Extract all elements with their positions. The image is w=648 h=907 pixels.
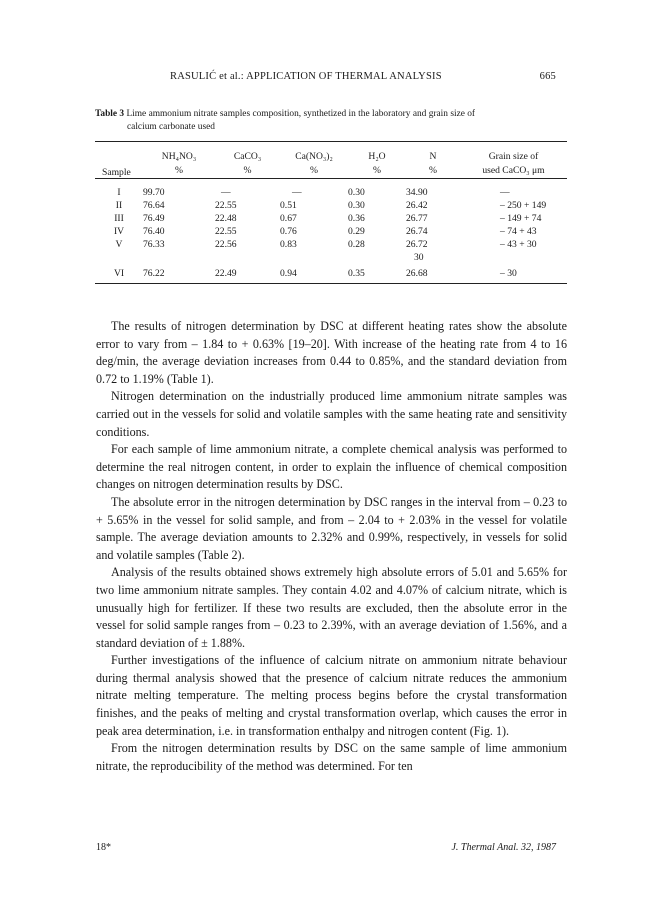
cell-grain	[460, 251, 567, 264]
header-cano3: Ca(NO₃)₂	[280, 142, 348, 163]
cell-caco3: 22.56	[215, 239, 237, 250]
paragraph: Analysis of the results obtained shows extremely high absolute errors of 5.01 and 5.65% for two lime ammonium nitrate samples. They contain 4.02 and 4.07% of calcium nitrate, which is unusually high for fertilizer. If these two results are excluded, then the absolute error in the vessel for solid sample ranges from – 0.23 to 2.39%, with an average deviation of 1.56%, and a standard deviation of ± 1.88%.	[96, 565, 567, 650]
unit-n: %	[406, 162, 460, 179]
cell-h2o: 0.28	[348, 239, 365, 250]
cell-n: 34.90	[406, 187, 428, 198]
cell-n: 26.72	[406, 239, 428, 250]
header-nh4no3: NH₄NO₃	[143, 142, 215, 163]
cell-caco3: 22.55	[215, 226, 237, 237]
cell-n: 26.42	[406, 200, 428, 211]
cell-sample: IV	[113, 226, 125, 237]
cell-grain: – 149 + 74	[500, 213, 542, 224]
cell-nh4no3: 76.64	[143, 200, 165, 211]
header-n: N	[406, 142, 460, 163]
caption-line-1: Lime ammonium nitrate samples composition, synthetized in the laboratory and grain size of	[126, 109, 476, 119]
unit-h2o: %	[348, 162, 406, 179]
cell-nh4no3: 76.33	[143, 239, 165, 250]
body-text	[96, 318, 567, 775]
header-grain	[460, 142, 567, 179]
page-number: 665	[539, 71, 556, 82]
cell-cano3: 0.76	[280, 226, 297, 237]
cell-sample: I	[117, 187, 121, 198]
cell-sample: VI	[95, 264, 143, 284]
cell-nh4no3	[143, 251, 215, 264]
cell-n: 26.77	[406, 213, 428, 224]
paragraph: Nitrogen determination on the industrially produced lime ammonium nitrate samples was carried out in the vessels for solid and volatile samples with the same heating rate and sensitivity conditions.	[96, 389, 567, 439]
cell-grain: – 30	[460, 264, 567, 284]
table-row	[95, 238, 567, 251]
header-grain-line-1: Grain size of	[488, 151, 539, 162]
cell-n: 26.68	[406, 264, 460, 284]
paragraph: The absolute error in the nitrogen determination by DSC ranges in the interval from – 0.23 to + 5.65% in the vessel for solid sample, and from – 2.04 to + 2.03% in the vessel for volatile sample. The average deviation amounts to 2.32% and 0.99%, respectively, in vessels for solid and volatile samples (Table 2).	[96, 494, 567, 562]
cell-cano3	[280, 251, 348, 264]
cell-cano3: —	[292, 187, 302, 198]
cell-cano3: 0.67	[280, 213, 297, 224]
table-label: Table 3	[95, 109, 125, 119]
cell-caco3	[215, 251, 280, 264]
cell-cano3: 0.83	[280, 239, 297, 250]
cell-caco3: 22.49	[215, 264, 280, 284]
cell-caco3: —	[221, 187, 231, 198]
table-row	[95, 212, 567, 225]
cell-grain: – 43 + 30	[500, 239, 537, 250]
header-grain-line-2: used CaCO₃ μm	[482, 165, 545, 176]
cell-sample: III	[114, 213, 124, 224]
cell-h2o: 0.30	[348, 187, 365, 198]
table-row	[95, 179, 567, 200]
cell-h2o: 0.35	[348, 264, 406, 284]
unit-caco3: %	[215, 162, 280, 179]
unit-nh4no3: %	[143, 162, 215, 179]
cell-nh4no3: 99.70	[143, 187, 165, 198]
paragraph: The results of nitrogen determination by DSC at different heating rates show the absolute error to vary from – 1.84 to + 0.63% [19–20]. With increase of the heating rate from 4 to 16 deg/min, the average deviation increases from 0.44 to 0.85%, and the standard deviation from 0.72 to 1.19% (Table 1).	[96, 319, 567, 386]
table-row	[95, 264, 567, 284]
cell-nh4no3: 76.22	[143, 264, 215, 284]
cell-h2o: 0.29	[348, 226, 365, 237]
cell-grain: —	[500, 187, 510, 198]
cell-caco3: 22.48	[215, 213, 237, 224]
cell-h2o: 0.36	[348, 213, 365, 224]
cell-caco3: 22.55	[215, 200, 237, 211]
cell-cano3: 0.94	[280, 264, 348, 284]
header-caco3: CaCO₃	[215, 142, 280, 163]
unit-cano3: %	[280, 162, 348, 179]
cell-nh4no3: 76.40	[143, 226, 165, 237]
cell-grain: – 250 + 149	[500, 200, 547, 211]
cell-h2o: 0.30	[348, 200, 365, 211]
cell-n: 26.74	[406, 226, 428, 237]
composition-table	[95, 141, 567, 284]
signature-mark: 18*	[96, 842, 111, 853]
cell-nh4no3: 76.49	[143, 213, 165, 224]
header-sample: Sample	[95, 142, 143, 179]
table-caption	[95, 108, 565, 134]
table-row	[95, 251, 567, 264]
paragraph: For each sample of lime ammonium nitrate, a complete chemical analysis was performed to determine the real nitrogen content, in order to explain the influence of chemical composition changes on nitrogen determination results by DSC.	[96, 442, 567, 492]
paragraph: From the nitrogen determination results by DSC on the same sample of lime ammonium nitrate, the reproducibility of the method was determined. For ten	[96, 741, 567, 773]
cell-n: 30	[414, 252, 424, 263]
cell-sample: V	[115, 239, 123, 250]
paragraph: Further investigations of the influence of calcium nitrate on ammonium nitrate behaviour during thermal analysis showed that the presence of calcium nitrate reduces the ammonium nitrate melting temperature. The melting process begins before the crystal transformation finishes, and the peaks of melting and crystal transformation overlap, which causes the error in peak area determination, i.e. in transformation enthalpy and nitrogen content (Fig. 1).	[96, 653, 567, 738]
cell-sample: II	[115, 200, 123, 211]
cell-cano3: 0.51	[280, 200, 297, 211]
cell-grain: – 74 + 43	[500, 226, 537, 237]
cell-h2o	[348, 251, 406, 264]
table-row	[95, 199, 567, 212]
table-row	[95, 225, 567, 238]
caption-line-2: calcium carbonate used	[127, 122, 215, 132]
header-h2o: H₂O	[348, 142, 406, 163]
running-title: RASULIĆ et al.: APPLICATION OF THERMAL ANALYSIS	[170, 71, 442, 82]
journal-citation: J. Thermal Anal. 32, 1987	[451, 842, 556, 853]
cell-sample	[95, 251, 143, 264]
